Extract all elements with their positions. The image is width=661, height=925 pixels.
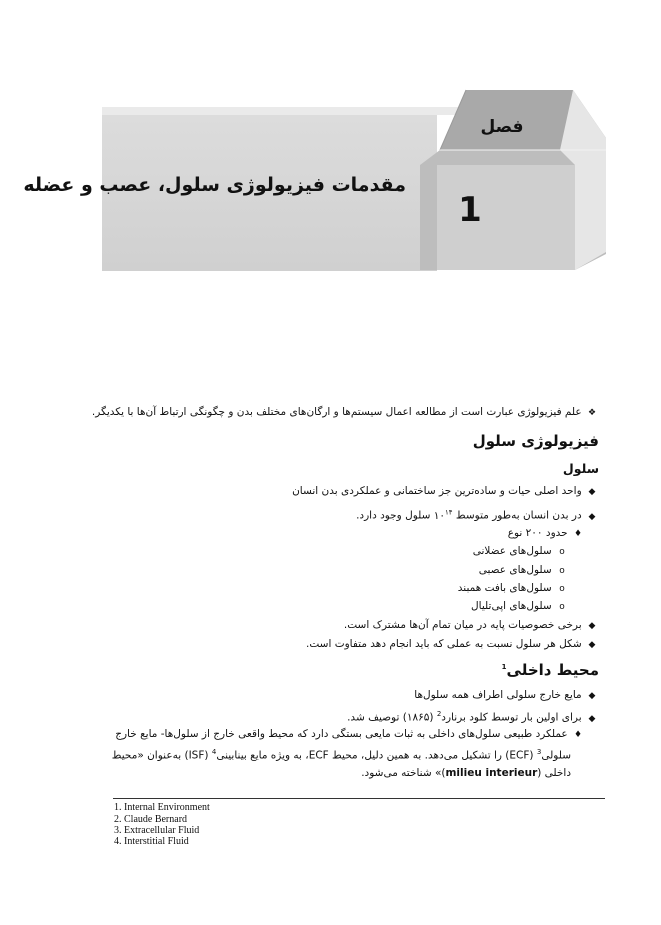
list-item: ♦ حدود ۲۰۰ نوع — [508, 527, 585, 539]
cell-type-item: o سلول‌های عصبی — [479, 564, 569, 576]
chapter-header-banner — [0, 0, 661, 300]
diamond-bullet-icon: ◆ — [588, 511, 596, 522]
diamond-bullet-icon: ◆ — [588, 487, 596, 497]
chapter-number: 1 — [458, 190, 482, 230]
section-heading-internal-environment: محیط داخلی$^1$ — [501, 661, 599, 679]
footnote: 1. Internal Environment — [114, 802, 210, 813]
circle-bullet-icon: o — [559, 584, 565, 594]
footnote: 2. Claude Bernard — [114, 814, 188, 825]
intro-line — [92, 406, 599, 418]
small-diamond-bullet-icon: ♦ — [573, 730, 583, 740]
footnote: 4. Interstitial Fluid — [114, 836, 189, 847]
chapter-label: فصل — [480, 117, 524, 137]
circle-bullet-icon: o — [559, 566, 565, 576]
cell-type-item: o سلول‌های اپی‌تلیال — [471, 600, 569, 612]
circle-bullet-icon: o — [559, 547, 565, 557]
paragraph-line: سلولی$^3$ (ECF) را تشکیل می‌دهد. به همین دلیل، محیط ECF، به ویژه مایع بینابینی$^4$ (ISF) به‌عنوان «محیط — [111, 748, 571, 762]
subheading-cell: سلول — [562, 461, 599, 476]
cell-type-item: o سلول‌های بافت همبند — [458, 582, 569, 594]
list-item: ◆ مایع خارج سلولی اطراف همه سلول‌ها — [414, 689, 599, 701]
diamond-star-icon: ❖ — [587, 408, 597, 418]
footnote: 3. Extracellular Fluid — [114, 825, 200, 836]
paragraph-line: ♦ عملکرد طبیعی سلول‌های داخلی به ثبات مایعی بستگی دارد که محیط واقعی خارج از سلول‌ها- مایع خارج — [115, 728, 585, 740]
intro-text: علم فیزیولوژی عبارت است از مطالعه اعمال سیستم‌ها و ارگان‌های مختلف بدن و چگونگی ارتباط آن‌ها با یکدیگر. — [91, 406, 582, 418]
list-item: ◆ برای اولین بار توسط کلود برنارد$^2$ (۱۸۶۵) توصیف شد. — [347, 710, 599, 724]
diamond-bullet-icon: ◆ — [588, 691, 596, 701]
diamond-bullet-icon: ◆ — [588, 621, 596, 631]
diamond-bullet-icon: ◆ — [588, 713, 596, 724]
section-heading-cell-physiology: فیزیولوژی سلول — [472, 432, 599, 450]
list-item: ◆ برخی خصوصیات پایه در میان تمام آن‌ها مشترک است. — [344, 619, 599, 631]
circle-bullet-icon: o — [559, 602, 565, 612]
cell-type-item: o سلول‌های عضلانی — [473, 545, 569, 557]
chapter-title: مقدمات فیزیولوژی سلول، عصب و عضله — [23, 174, 406, 196]
list-item: ◆ شکل هر سلول نسبت به عملی که باید انجام دهد متفاوت است. — [306, 638, 599, 650]
diamond-bullet-icon: ◆ — [588, 640, 596, 650]
small-diamond-bullet-icon: ♦ — [573, 529, 583, 539]
list-item: ◆ در بدن انسان به‌طور متوسط $۱۰^{۱۴}$ سلول وجود دارد. — [356, 508, 599, 522]
list-item: ◆ واحد اصلی حیات و ساده‌ترین جز ساختمانی و عملکردی بدن انسان — [292, 485, 599, 497]
cell-count: $۱۰^{۱۴}$ — [433, 508, 453, 522]
footnote-divider — [113, 798, 605, 799]
paragraph-line: داخلی (milieu interieur)» شناخته می‌شود. — [361, 767, 571, 779]
